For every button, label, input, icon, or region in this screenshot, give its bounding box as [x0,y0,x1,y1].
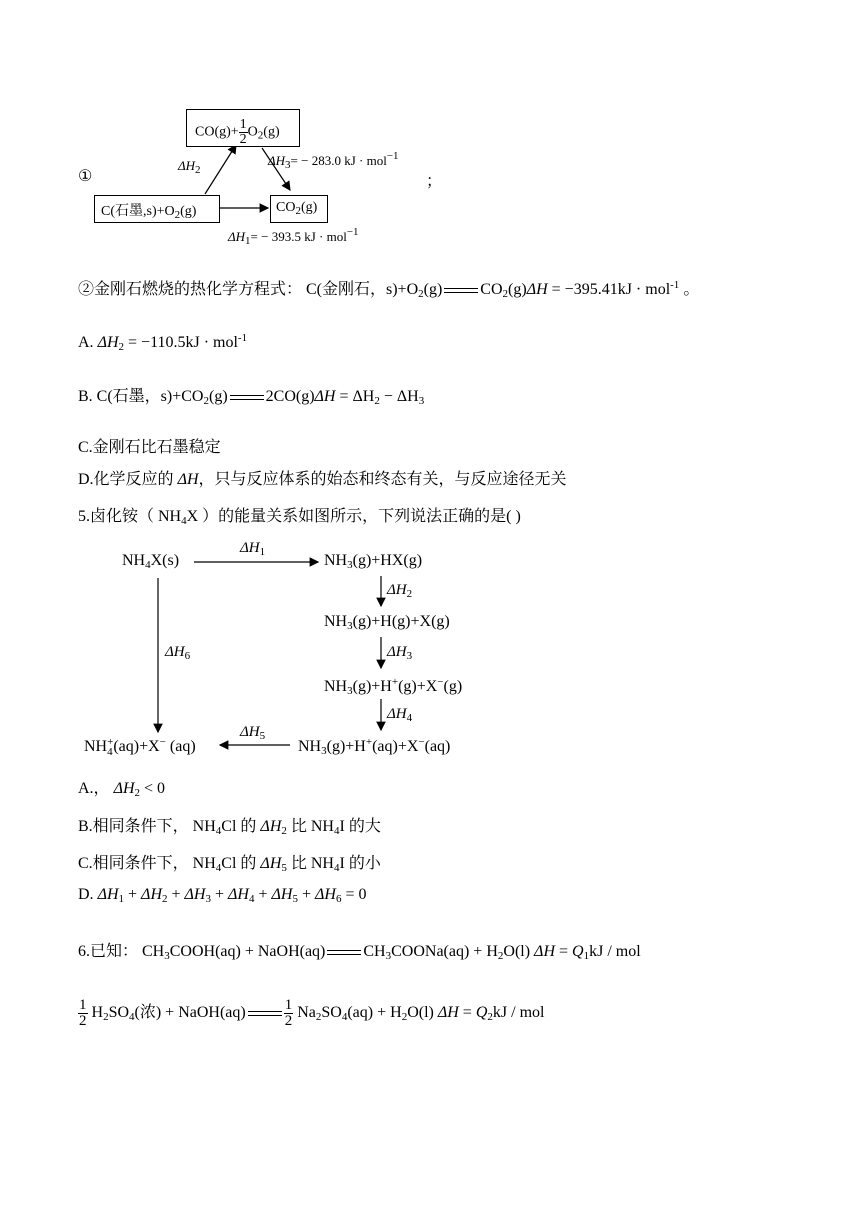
fig2-nh4x: $NH_4X(s)$ [122,552,180,571]
label-dh1: $\Delta H_1= - 393.5$ kJ · mol$^{-1}$ [228,226,359,247]
label-dh3: $\Delta H_3= - 283.0$ kJ · mol$^{-1}$ [268,150,399,171]
q5-option-c: C.相同条件下， $NH_4Cl$ 的 $\Delta H_5$ 比 $NH_4I$ 的小 [78,855,381,874]
box-graphite-o2: C(石墨$,s)+O_2(g)$ [94,195,220,223]
label-dh2: $\Delta H_2$ [178,158,201,176]
fig2-label-h6: $\Delta H_6$ [165,644,191,662]
arrow-dh2 [205,145,236,194]
q4-option-d: D.化学反应的 ΔH，只与反应体系的始态和终态有关，与反应途径无关 [78,471,567,488]
fig2-row4: $NH_3(g)+H^+(aq)+X^-(aq)$ [298,736,451,757]
box-co2: $CO_2(g)$ [270,195,328,223]
q5-option-d: D. $\Delta H_1 + \Delta H_2 + \Delta H_3 + \Delta H_4 + \Delta H_5 + \Delta H_6 = 0$ [78,886,367,905]
q6-line2: $\frac{1}{2}$ $H_2SO_4$(浓) + NaOH(aq) $\frac{1}{2}$ $Na_2SO_4(aq) + H_2O(l) \Delta H = Q_2kJ$ / mol [79,997,545,1029]
fig2-label-h2: $\Delta H_2$ [387,582,413,600]
q4-option-a: A. $\Delta H_2 = -110.5kJ \cdot mol^{-1}$ [78,332,248,353]
q6-line1: 6.已知： $CH_3COOH(aq)$ + NaOH(aq) $CH_3COONa(aq) + H_2O(l) \Delta H = Q_1kJ$ / mol [78,943,641,962]
fig2-label-h4: $\Delta H_4$ [387,706,413,724]
fig2-row3: $NH_3(g)+H^+(g)+X^-(g)$ [324,676,463,697]
item-marker-1: ① [78,168,93,185]
fig2-row1: $NH_3(g)+HX(g)$ [324,552,423,571]
q5-option-b: B.相同条件下， $NH_4Cl$ 的 $\Delta H_2$ 比 $NH_4I$ 的大 [78,818,381,837]
semicolon: ； [426,173,443,190]
fig2-label-h1: $\Delta H_1$ [240,540,266,558]
q5-option-a: A.， $\Delta H_2 < 0$ [78,780,166,799]
fig2-row2: $NH_3(g)+H(g)+X(g)$ [324,613,450,632]
fig2-label-h5: $\Delta H_5$ [240,724,266,742]
q4-option-b: B. C(石墨，$s)+CO_2(g)$ $2CO(g)\Delta H = \Delta H_2 - \Delta H_3$ [78,388,425,407]
q4-option-c: C.金刚石比石墨稳定 [78,439,221,456]
q5-stem: 5.卤化铵（ $NH_4X$ ）的能量关系如图所示，下列说法正确的是( ) [78,508,521,527]
fig2-label-h3: $\Delta H_3$ [387,644,413,662]
diamond-equation: ②金刚石燃烧的热化学方程式： C(金刚石，$s)+O_2(g)$ $CO_2(g)\Delta H = -395.41kJ \cdot mol^{-1}$ 。 [78,279,700,300]
fig2-left-product: NH + 4 (aq)+X− (aq) [84,736,196,759]
box-co-o2: CO(g)+ $\frac{1}{2}$ $O_2(g)$ [186,109,300,147]
